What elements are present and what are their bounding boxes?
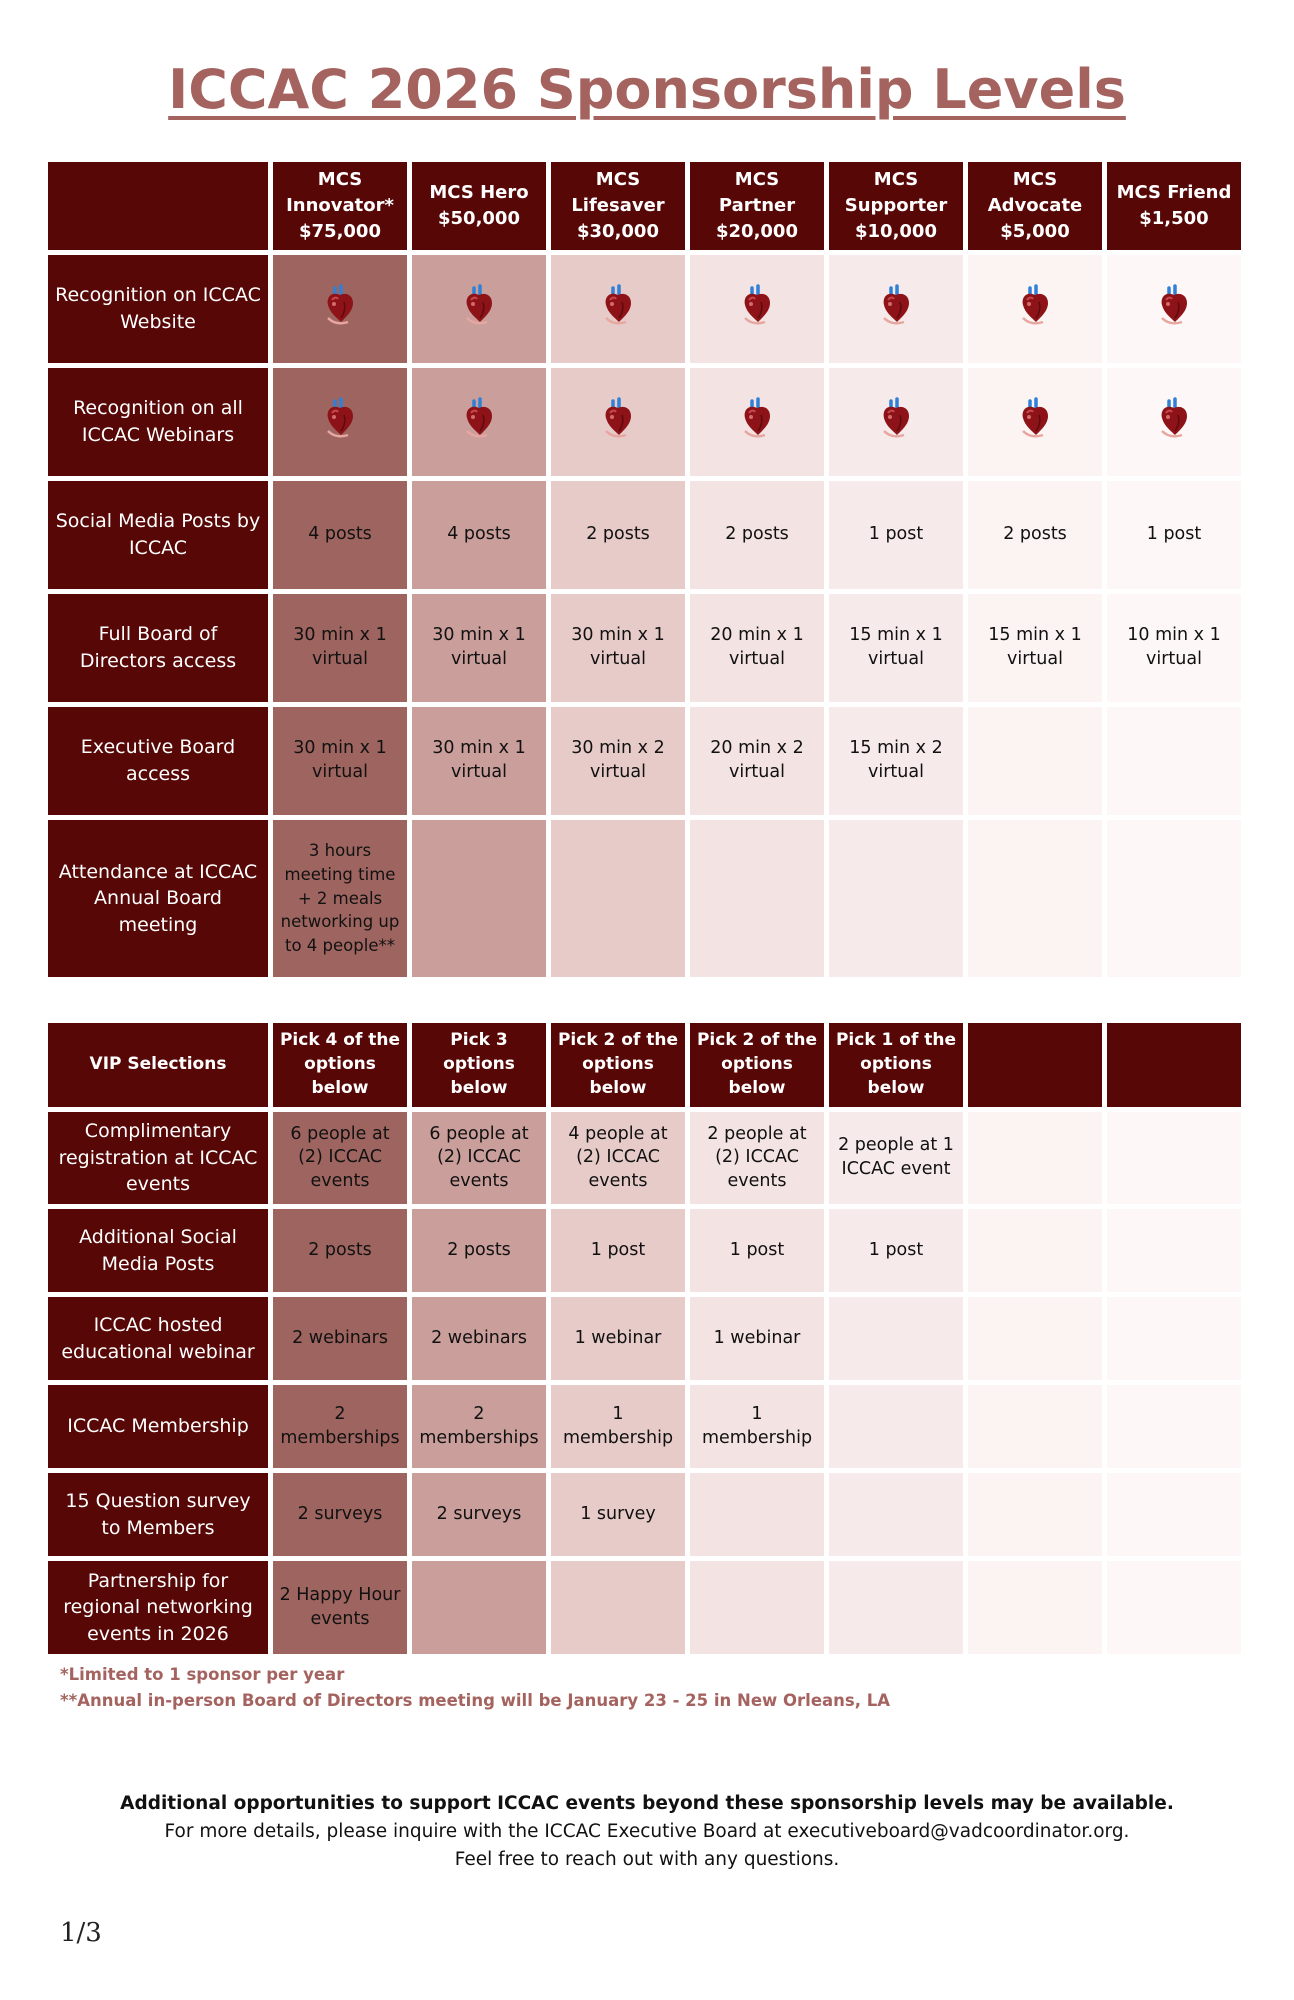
benefit-cell (1107, 368, 1241, 476)
benefit-cell: 20 min x 1 virtual (690, 594, 824, 702)
vip-pick-header: Pick 4 of the options below (273, 1023, 407, 1107)
benefit-cell (551, 368, 685, 476)
vip-pick-header (968, 1023, 1102, 1107)
heart-icon (1017, 282, 1053, 336)
vip-pick-header: Pick 1 of the options below (829, 1023, 963, 1107)
vip-cell (1107, 1561, 1241, 1654)
benefit-cell: 30 min x 1 virtual (551, 594, 685, 702)
vip-cell: 1 membership (551, 1385, 685, 1468)
vip-pick-header: Pick 3 options below (412, 1023, 546, 1107)
tier-price: $5,000 (1000, 221, 1070, 243)
vip-cell (690, 1561, 824, 1654)
vip-cell (829, 1561, 963, 1654)
vip-row-label: Complimentary registration at ICCAC events (48, 1112, 268, 1204)
benefit-cell: 15 min x 2 virtual (829, 707, 963, 815)
vip-row-label: ICCAC Membership (48, 1385, 268, 1468)
benefit-cell: 30 min x 1 virtual (412, 707, 546, 815)
vip-cell: 1 webinar (690, 1297, 824, 1380)
heart-icon (1017, 395, 1053, 449)
vip-cell: 1 post (551, 1209, 685, 1292)
tier-price: $75,000 (299, 221, 381, 243)
benefit-label: Recognition on ICCAC Website (48, 255, 268, 363)
benefit-label: Executive Board access (48, 707, 268, 815)
tier-name: MCS Partner (718, 168, 796, 216)
heart-icon (739, 395, 775, 449)
tier-name: MCS Innovator* (286, 168, 394, 216)
vip-cell (1107, 1297, 1241, 1380)
vip-cell (968, 1561, 1102, 1654)
tier-name: MCS Hero (429, 181, 529, 203)
benefit-cell (690, 368, 824, 476)
vip-cell (968, 1209, 1102, 1292)
benefit-cell: 10 min x 1 virtual (1107, 594, 1241, 702)
vip-pick-header (1107, 1023, 1241, 1107)
tier-header-0 (273, 162, 407, 250)
benefit-cell: 30 min x 1 virtual (412, 594, 546, 702)
benefit-label: Full Board of Directors access (48, 594, 268, 702)
vip-cell: 2 posts (273, 1209, 407, 1292)
vip-cell: 1 membership (690, 1385, 824, 1468)
vip-cell: 2 Happy Hour events (273, 1561, 407, 1654)
tier-name: MCS Lifesaver (571, 168, 665, 216)
vip-cell (829, 1297, 963, 1380)
vip-cell (829, 1473, 963, 1556)
vip-cell: 2 memberships (273, 1385, 407, 1468)
benefit-label: Social Media Posts by ICCAC (48, 481, 268, 589)
vip-cell (968, 1112, 1102, 1204)
heart-icon (600, 395, 636, 449)
tier-header-1 (412, 162, 546, 250)
vip-cell: 6 people at (2) ICCAC events (273, 1112, 407, 1204)
vip-cell: 4 people at (2) ICCAC events (551, 1112, 685, 1204)
benefit-label: Recognition on all ICCAC Webinars (48, 368, 268, 476)
vip-cell (412, 1561, 546, 1654)
tier-name: MCS Friend (1116, 181, 1232, 203)
tier-price: $10,000 (855, 221, 937, 243)
vip-selections-table (48, 1023, 1236, 1654)
footnotes (60, 1662, 890, 1713)
benefit-cell (1107, 707, 1241, 815)
vip-cell: 2 memberships (412, 1385, 546, 1468)
vip-cell (551, 1561, 685, 1654)
vip-cell (1107, 1385, 1241, 1468)
benefit-cell (412, 820, 546, 977)
tier-price: $20,000 (716, 221, 798, 243)
vip-cell (1107, 1112, 1241, 1204)
vip-cell: 2 webinars (412, 1297, 546, 1380)
heart-icon (600, 282, 636, 336)
vip-cell: 2 posts (412, 1209, 546, 1292)
vip-cell (690, 1473, 824, 1556)
benefit-cell: 2 posts (968, 481, 1102, 589)
benefit-cell (829, 820, 963, 977)
heart-icon (1156, 282, 1192, 336)
footnote-limited: *Limited to 1 sponsor per year (60, 1665, 345, 1684)
footnote-board-meeting: **Annual in-person Board of Directors meeting will be January 23 - 25 in New Orleans, LA (60, 1690, 891, 1710)
heart-icon (878, 282, 914, 336)
benefit-cell (551, 255, 685, 363)
heart-icon (878, 395, 914, 449)
vip-pick-header: Pick 2 of the options below (690, 1023, 824, 1107)
header-corner (48, 162, 268, 250)
benefit-cell (273, 255, 407, 363)
benefit-label: Attendance at ICCAC Annual Board meeting (48, 820, 268, 977)
tier-header-3 (690, 162, 824, 250)
vip-cell (968, 1297, 1102, 1380)
footer-headline: Additional opportunities to support ICCAC events beyond these sponsorship levels may be available. (120, 1793, 1174, 1814)
benefit-cell: 15 min x 1 virtual (968, 594, 1102, 702)
vip-row-label: Additional Social Media Posts (48, 1209, 268, 1292)
benefit-cell: 2 posts (551, 481, 685, 589)
benefit-cell: 20 min x 2 virtual (690, 707, 824, 815)
benefit-cell (829, 368, 963, 476)
benefit-cell: 4 posts (412, 481, 546, 589)
benefit-cell: 30 min x 1 virtual (273, 707, 407, 815)
footer-closing: Feel free to reach out with any questions. (454, 1848, 840, 1870)
vip-row-label: 15 Question survey to Members (48, 1473, 268, 1556)
benefit-cell (968, 707, 1102, 815)
benefit-cell: 1 post (829, 481, 963, 589)
tier-name: MCS Advocate (987, 168, 1083, 216)
benefit-cell (412, 255, 546, 363)
tier-header-5 (968, 162, 1102, 250)
vip-cell: 2 surveys (412, 1473, 546, 1556)
page-title: ICCAC 2026 Sponsorship Levels (168, 58, 1126, 121)
heart-icon (322, 395, 358, 449)
benefit-cell: 2 posts (690, 481, 824, 589)
benefit-cell (551, 820, 685, 977)
benefit-cell: 30 min x 2 virtual (551, 707, 685, 815)
benefit-cell (1107, 820, 1241, 977)
vip-cell (1107, 1473, 1241, 1556)
vip-cell: 6 people at (2) ICCAC events (412, 1112, 546, 1204)
benefit-cell (968, 255, 1102, 363)
benefit-cell: 3 hours meeting time + 2 meals networking up to 4 people** (273, 820, 407, 977)
heart-icon (322, 282, 358, 336)
vip-cell: 1 post (690, 1209, 824, 1292)
benefit-cell: 4 posts (273, 481, 407, 589)
tier-header-4 (829, 162, 963, 250)
heart-icon (461, 282, 497, 336)
page-number: 1/3 (60, 1918, 102, 1948)
tier-name: MCS Supporter (844, 168, 948, 216)
tier-price: $50,000 (438, 208, 520, 229)
benefit-cell (1107, 255, 1241, 363)
tier-header-6 (1107, 162, 1241, 250)
benefit-cell (829, 255, 963, 363)
tier-price: $30,000 (577, 221, 659, 243)
benefit-cell (273, 368, 407, 476)
vip-row-label: ICCAC hosted educational webinar (48, 1297, 268, 1380)
sponsorship-levels-table (48, 162, 1236, 977)
vip-row-label: Partnership for regional networking events in 2026 (48, 1561, 268, 1654)
benefit-cell (968, 820, 1102, 977)
benefit-cell (690, 255, 824, 363)
vip-cell: 2 webinars (273, 1297, 407, 1380)
benefit-cell: 30 min x 1 virtual (273, 594, 407, 702)
vip-pick-header: Pick 2 of the options below (551, 1023, 685, 1107)
vip-cell: 1 post (829, 1209, 963, 1292)
vip-cell (968, 1385, 1102, 1468)
benefit-cell: 15 min x 1 virtual (829, 594, 963, 702)
vip-cell: 2 people at 1 ICCAC event (829, 1112, 963, 1204)
vip-cell: 2 people at (2) ICCAC events (690, 1112, 824, 1204)
vip-cell: 1 survey (551, 1473, 685, 1556)
vip-cell: 2 surveys (273, 1473, 407, 1556)
heart-icon (739, 282, 775, 336)
benefit-cell (690, 820, 824, 977)
benefit-cell (412, 368, 546, 476)
footer-contact: For more details, please inquire with the ICCAC Executive Board at executiveboard@vadcoordinator.org. (164, 1820, 1130, 1842)
heart-icon (461, 395, 497, 449)
vip-cell: 1 webinar (551, 1297, 685, 1380)
benefit-cell: 1 post (1107, 481, 1241, 589)
vip-cell (968, 1473, 1102, 1556)
vip-cell (1107, 1209, 1241, 1292)
tier-price: $1,500 (1139, 208, 1209, 229)
benefit-cell (968, 368, 1102, 476)
heart-icon (1156, 395, 1192, 449)
vip-cell (829, 1385, 963, 1468)
footer (0, 1790, 1294, 1873)
vip-header: VIP Selections (48, 1023, 268, 1107)
tier-header-2 (551, 162, 685, 250)
